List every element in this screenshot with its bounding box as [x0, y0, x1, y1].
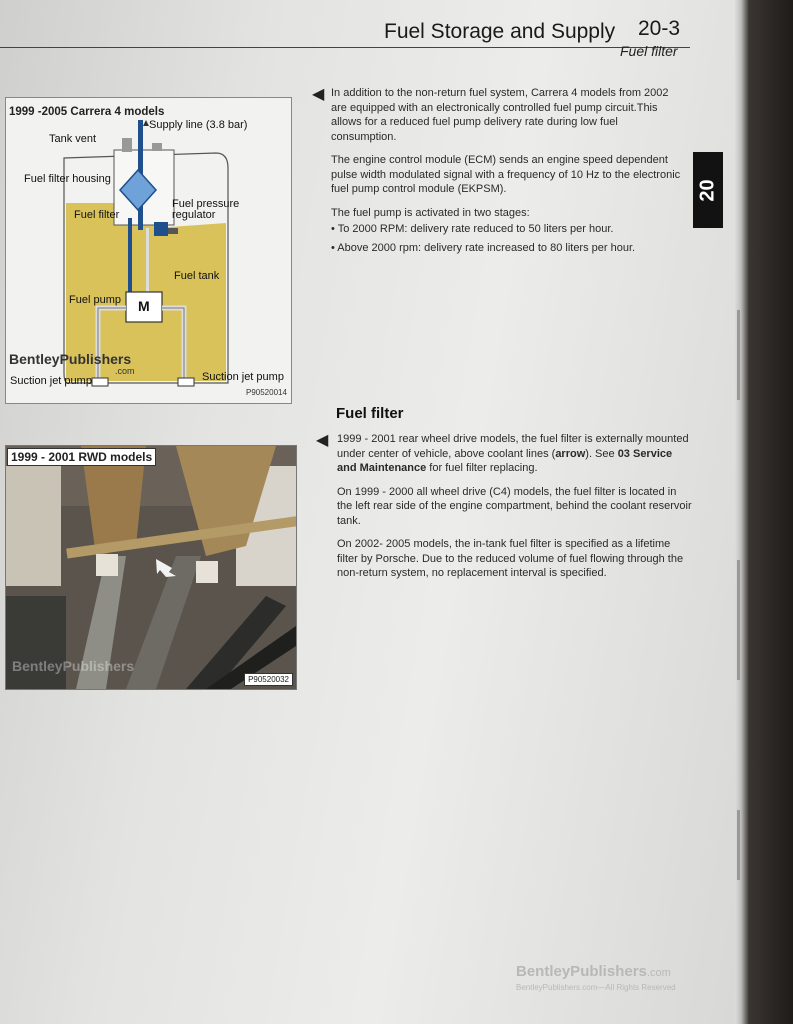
chapter-thumb-tab: [693, 152, 723, 228]
motor-symbol: M: [138, 298, 150, 314]
section-text: [337, 432, 692, 590]
label-fuel-pump: Fuel pump: [69, 294, 121, 306]
thumb-tab-label: 20: [696, 178, 719, 202]
bullet-1: • To 2000 RPM: delivery rate reduced to 50 liters per hour.: [331, 223, 614, 235]
p1-part-c: ). See: [585, 447, 618, 460]
p1-service-ref: 03 Service and Maintenance: [337, 447, 673, 474]
page-number: 20-3: [638, 17, 681, 40]
section-subtitle: Fuel filter: [620, 43, 678, 59]
label-suction-left: Suction jet pump: [10, 375, 92, 387]
label-filter-housing: Fuel filter housing: [24, 173, 111, 185]
label-pressure-regulator: Fuel pressure regulator: [172, 198, 240, 221]
p1-part-e: for fuel filter replacing.: [426, 462, 538, 474]
book-edge: [735, 0, 793, 1024]
label-fuel-filter: Fuel filter: [74, 209, 120, 221]
figure1-caption: 1999 -2005 Carrera 4 models: [9, 106, 165, 118]
p1-arrow-bold: arrow: [555, 447, 586, 460]
pointer-icon-2: ◀: [316, 432, 329, 449]
watermark-suffix: .com: [115, 366, 135, 376]
label-supply-line: Supply line (3.8 bar): [149, 119, 248, 131]
figure1-code: P90520014: [246, 388, 287, 397]
section-p2: On 1999 - 2000 all wheel drive (C4) models, the fuel filter is located in the left rear side of the engine compartment, behind the coolant reservoir tank.: [337, 485, 692, 527]
intro-text: [331, 86, 686, 255]
footer-brand: [516, 963, 671, 980]
footer-brand-name: BentleyPublishers: [516, 963, 647, 980]
section-p1: [337, 432, 692, 476]
figure2-code: P90520032: [244, 673, 293, 686]
chapter-title: Fuel Storage and Supply: [384, 20, 616, 43]
header-rule: [0, 47, 690, 48]
intro-p3: The fuel pump is activated in two stages:: [331, 206, 530, 219]
fuel-system-diagram: [5, 97, 292, 404]
underbody-photo: [5, 445, 297, 690]
bullet-2: • Above 2000 rpm: delivery rate increased to 80 liters per hour.: [331, 241, 636, 254]
section-p3: On 2002- 2005 models, the in-tank fuel filter is specified as a lifetime filter by Porsche. Due to the reduced volume of fuel flowing through the non-return system, no replacement interval is specified.: [337, 538, 684, 579]
footer-rights: BentleyPublishers.com—All Rights Reserved: [516, 983, 676, 992]
photo-illustration: [6, 446, 296, 689]
label-tank-vent: Tank vent: [49, 133, 97, 145]
intro-p2: The engine control module (ECM) sends an engine speed dependent pulse width modulated signal with a frequency of 10 Hz to the electronic fuel pump control module (EKPSM).: [331, 154, 681, 195]
regulator-body: [154, 222, 168, 236]
pointer-icon: ◀: [312, 86, 325, 103]
footer-brand-suffix: .com: [646, 967, 671, 979]
intro-p1: In addition to the non-return fuel system, Carrera 4 models from 2002 are equipped with an electronically controlled fuel pump circuit.This allows for a reduced fuel pump delivery rate during low fuel consumption.: [331, 87, 669, 143]
label-suction-right: Suction jet pump: [202, 371, 284, 383]
watermark-photo: BentleyPublishers: [12, 658, 135, 674]
p1-part-a: 1999 - 2001 rear wheel drive models, the fuel filter is externally mounted under center of vehicle, above coolant lines (: [337, 433, 689, 460]
label-fuel-tank: Fuel tank: [174, 270, 220, 282]
figure2-caption: 1999 - 2001 RWD models: [7, 448, 156, 466]
watermark: BentleyPublishers: [9, 351, 132, 367]
section-heading: Fuel filter: [336, 405, 404, 422]
